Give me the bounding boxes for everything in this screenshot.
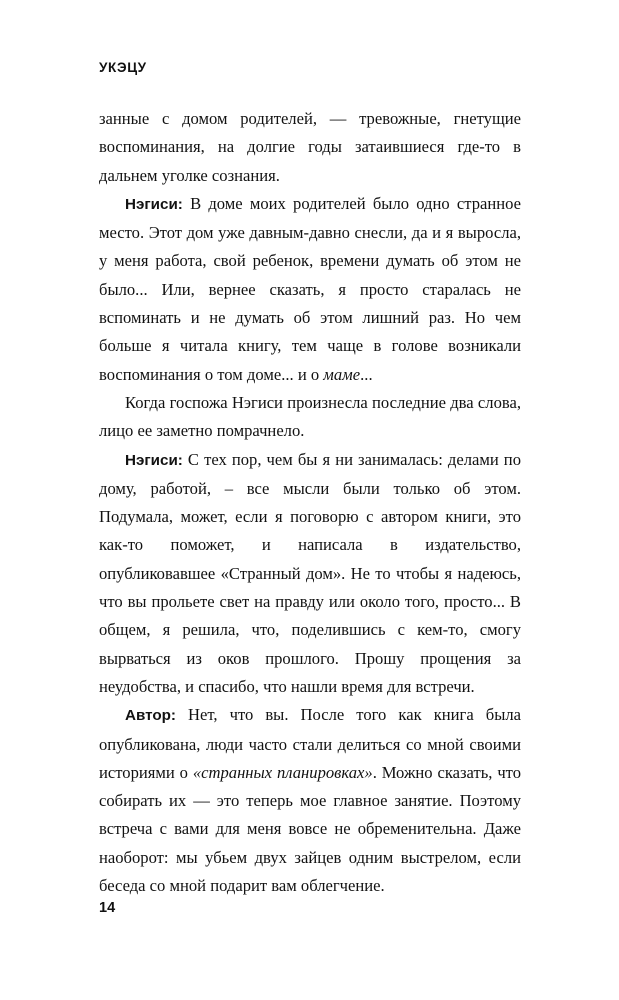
page-number: 14 bbox=[99, 900, 116, 916]
speaker-label: Нэгиси: bbox=[125, 195, 183, 213]
speaker-label: Автор: bbox=[125, 707, 176, 725]
running-head: УКЭЦУ bbox=[99, 60, 147, 75]
text-run: занные с домом родителей, — тревожные, гнетущие воспоминания, на долгие годы затаившиеся где-то в дальнем уголке сознания. bbox=[99, 109, 521, 185]
speaker-label: Нэгиси: bbox=[125, 451, 183, 469]
paragraph-p2 bbox=[99, 190, 521, 389]
paragraph-p1 bbox=[99, 105, 521, 190]
emphasis-text: «странных планировках» bbox=[192, 762, 373, 782]
paragraph-p5 bbox=[99, 701, 521, 900]
text-run: Нет, что вы. После того как книга была опубликована, люди часто стали делиться со мной своими историями о bbox=[99, 705, 521, 782]
body-text bbox=[99, 105, 521, 900]
text-run: . Можно сказать, что собирать их — это теперь мое главное занятие. Поэтому встреча с вами для меня вовсе не обременительна. Даже наоборот: мы убьем двух зайцев одним выстрелом, если беседа со мной подарит вам облегчение. bbox=[99, 762, 522, 896]
paragraph-p4 bbox=[99, 446, 521, 702]
text-run: С тех пор, чем бы я ни занималась: делами по дому, работой, – все мысли были только об этом. Подумала, может, если я поговорю с автором книги, это как-то поможет, и написала в издательство, опубликовавшее «Странный дом». Не то чтобы я надеюсь, что вы прольете свет на правду или около того, просто... В общем, я решила, что, поделившись с кем-то, смогу вырваться из оков прошлого. Прошу прощения за неудобства, и спасибо, что нашли время для встречи. bbox=[99, 449, 521, 696]
text-run: ... bbox=[360, 364, 373, 384]
text-run: В доме моих родителей было одно странное место. Этот дом уже давным-давно снесли, да и я выросла, у меня работа, свой ребенок, времени думать об этом не было... Или, вернее сказать, я просто старалась не вспоминать и не думать об этом лишний раз. Но чем больше я читала книгу, тем чаще в голове возникали воспоминания о том доме... и о bbox=[99, 193, 521, 384]
paragraph-p3 bbox=[99, 389, 521, 446]
text-run: Когда госпожа Нэгиси произнесла последние два слова, лицо ее заметно помрачнело. bbox=[99, 392, 521, 441]
emphasis-text: маме bbox=[323, 364, 361, 384]
